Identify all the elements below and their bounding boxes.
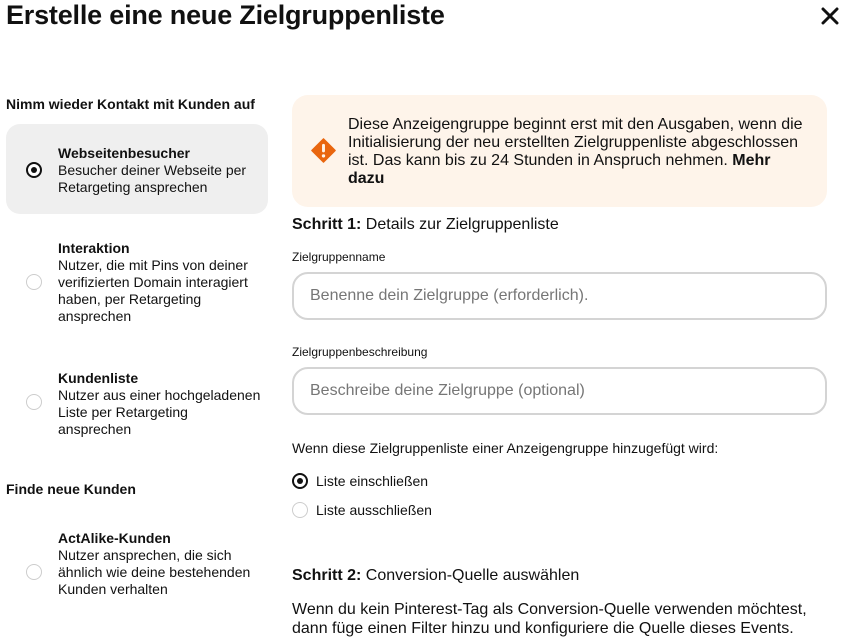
option-title: Webseitenbesucher xyxy=(58,145,191,161)
radio-exclude-list[interactable] xyxy=(292,502,308,518)
exclude-list-label: Liste ausschließen xyxy=(316,502,432,518)
page-title: Erstelle eine neue Zielgruppenliste xyxy=(6,0,445,30)
radio-engagement[interactable] xyxy=(26,274,42,290)
step-2-heading xyxy=(292,567,579,585)
step-1-heading xyxy=(292,216,559,234)
audience-type-website-visitors[interactable] xyxy=(6,124,268,214)
option-title: ActAlike-Kunden xyxy=(58,530,171,546)
step-1-prefix: Schritt 1: xyxy=(292,216,362,233)
audience-type-actalike[interactable] xyxy=(6,512,268,622)
audience-type-engagement[interactable] xyxy=(6,222,268,332)
radio-actalike[interactable] xyxy=(26,564,42,580)
include-list-option[interactable] xyxy=(292,473,428,489)
exclude-list-option[interactable] xyxy=(292,502,432,518)
inclusion-question: Wenn diese Zielgruppenliste einer Anzeigengruppe hinzugefügt wird: xyxy=(292,440,719,456)
radio-include-list[interactable] xyxy=(292,473,308,489)
audience-name-label: Zielgruppenname xyxy=(292,250,386,264)
option-description: Nutzer ansprechen, die sich ähnlich wie deine bestehenden Kunden verhalten xyxy=(58,547,251,597)
option-description: Nutzer, die mit Pins von deiner verifizierten Domain interagiert haben, per Retargeting ansprechen xyxy=(58,257,248,324)
notice-message: Diese Anzeigengruppe beginnt erst mit den Ausgaben, wenn die Initialisierung der neu erstellten Zielgruppenliste abgeschlossen ist. Das kann bis zu 24 Stunden in Anspruch nehmen. xyxy=(348,116,803,169)
info-notice xyxy=(292,95,827,207)
step-2-paragraph: Wenn du kein Pinterest-Tag als Conversion-Quelle verwenden möchtest, dann füge einen Filter hinzu und konfiguriere die Quelle dieses Events. xyxy=(292,601,807,637)
notice-text xyxy=(348,116,808,188)
audience-description-input[interactable] xyxy=(292,367,827,415)
option-title: Kundenliste xyxy=(58,370,139,386)
audience-type-customer-list[interactable] xyxy=(6,352,268,446)
step-2-label: Conversion-Quelle auswählen xyxy=(365,567,580,584)
section-heading-new-customers: Finde neue Kunden xyxy=(6,481,136,497)
close-icon xyxy=(821,7,839,25)
learn-more-link[interactable]: Mehr dazu xyxy=(348,152,771,187)
include-list-label: Liste einschließen xyxy=(316,473,429,489)
audience-name-input[interactable] xyxy=(292,272,827,320)
close-button[interactable] xyxy=(816,2,844,30)
option-description: Besucher deiner Webseite per Retargeting ansprechen xyxy=(58,162,247,195)
warning-icon xyxy=(311,138,336,163)
option-title: Interaktion xyxy=(58,240,130,256)
radio-customer-list[interactable] xyxy=(26,394,42,410)
option-description: Nutzer aus einer hochgeladenen Liste per Retargeting ansprechen xyxy=(58,387,261,437)
step-2-prefix: Schritt 2: xyxy=(292,567,362,584)
step-1-label: Details zur Zielgruppenliste xyxy=(365,216,559,233)
section-heading-reconnect: Nimm wieder Kontakt mit Kunden auf xyxy=(6,96,255,112)
audience-description-label: Zielgruppenbeschreibung xyxy=(292,345,428,359)
radio-website-visitors[interactable] xyxy=(26,162,42,178)
